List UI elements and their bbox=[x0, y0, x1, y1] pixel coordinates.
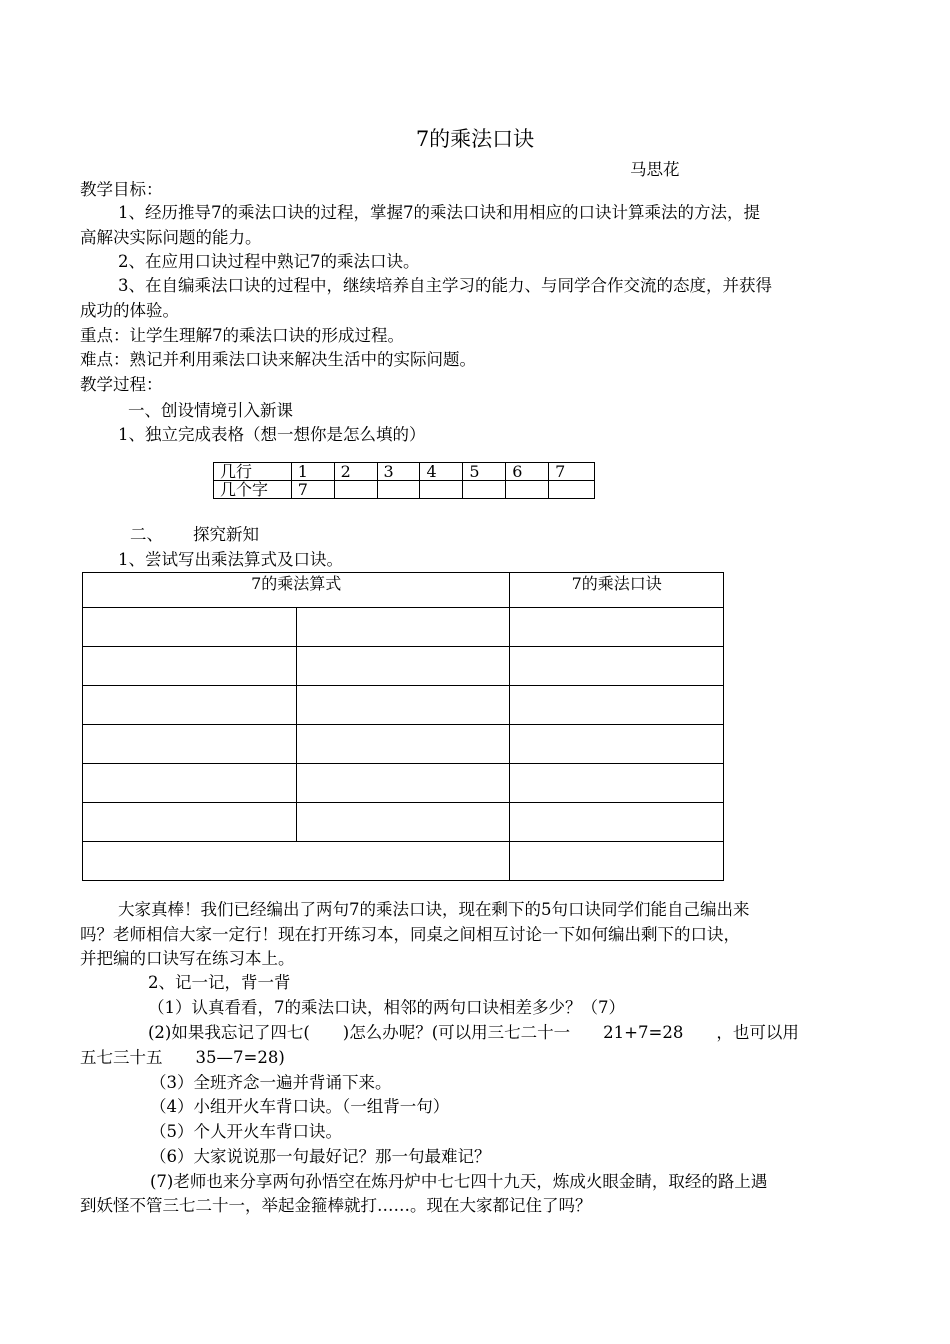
table-row bbox=[83, 842, 724, 881]
section-number: 二、 bbox=[130, 525, 163, 544]
text-line: （4）小组开火车背口诀。（一组背一句） bbox=[150, 1097, 450, 1116]
table-cell bbox=[510, 764, 724, 803]
table-cell bbox=[83, 686, 297, 725]
text-line: 吗？老师相信大家一定行！现在打开练习本，同桌之间相互讨论一下如何编出剩下的口诀， bbox=[80, 925, 740, 944]
author-name: 马思花 bbox=[630, 160, 680, 179]
text-line: 2、在应用口诀过程中熟记7的乘法口诀。 bbox=[118, 252, 420, 271]
table-cell bbox=[83, 725, 297, 764]
table-cell: 7 bbox=[549, 463, 595, 481]
table-row bbox=[83, 686, 724, 725]
table-cell: 5 bbox=[463, 463, 506, 481]
table-cell: 4 bbox=[420, 463, 463, 481]
table-cell bbox=[296, 803, 510, 842]
table-cell: 1 bbox=[291, 463, 334, 481]
table-cell bbox=[83, 803, 297, 842]
text-line: 五七三十五 35—7=28) bbox=[80, 1048, 285, 1067]
table-header-row bbox=[83, 573, 724, 608]
text-line: 到妖怪不管三七二十一，举起金箍棒就打……。现在大家都记住了吗？ bbox=[80, 1196, 592, 1215]
table-cell bbox=[420, 481, 463, 499]
section-heading: 一、创设情境引入新课 bbox=[128, 401, 293, 420]
table-cell bbox=[510, 803, 724, 842]
table-cell: 2 bbox=[334, 463, 377, 481]
header-formula: 7的乘法算式 bbox=[83, 573, 510, 608]
table-cell: 6 bbox=[506, 463, 549, 481]
text-line: 3、在自编乘法口诀的过程中，继续培养自主学习的能力、与同学合作交流的态度，并获得 bbox=[118, 276, 772, 295]
text-line: 大家真棒！我们已经编出了两句7的乘法口诀，现在剩下的5句口诀同学们能自己编出来 bbox=[118, 900, 750, 919]
table-row bbox=[214, 463, 595, 481]
table-cell: 3 bbox=[377, 463, 420, 481]
text-line: 并把编的口诀写在练习本上。 bbox=[80, 949, 295, 968]
table-row bbox=[214, 481, 595, 499]
table-cell bbox=[510, 647, 724, 686]
table-cell bbox=[296, 725, 510, 764]
text-line: (2)如果我忘记了四七( )怎么办呢？(可以用三七二十一 21+7=28 ，也可以用 bbox=[148, 1023, 799, 1042]
table-cell: 7 bbox=[291, 481, 334, 499]
text-line: 教学过程： bbox=[80, 375, 163, 394]
table-cell bbox=[549, 481, 595, 499]
page-title: 7的乘法口诀 bbox=[415, 127, 535, 151]
header-rhyme: 7的乘法口诀 bbox=[510, 573, 724, 608]
text-line: 教学目标： bbox=[80, 180, 163, 199]
text-line: 高解决实际问题的能力。 bbox=[80, 228, 262, 247]
table-cell bbox=[463, 481, 506, 499]
multiplication-table bbox=[82, 572, 724, 881]
table-cell bbox=[83, 764, 297, 803]
table-cell bbox=[377, 481, 420, 499]
table-row bbox=[83, 803, 724, 842]
table-row bbox=[83, 764, 724, 803]
table-cell bbox=[83, 647, 297, 686]
text-line: 重点：让学生理解7的乘法口诀的形成过程。 bbox=[80, 326, 404, 345]
text-line: （1）认真看看，7的乘法口诀，相邻的两句口诀相差多少？（7） bbox=[148, 998, 625, 1017]
text-line: （5）个人开火车背口诀。 bbox=[150, 1122, 342, 1141]
table-cell bbox=[510, 686, 724, 725]
table-row bbox=[83, 608, 724, 647]
text-line: （6）大家说说那一句最好记？那一句最难记？ bbox=[150, 1147, 491, 1166]
table-cell bbox=[510, 842, 724, 881]
table-row bbox=[83, 647, 724, 686]
table-cell bbox=[510, 608, 724, 647]
table-cell bbox=[296, 764, 510, 803]
text-line: （3）全班齐念一遍并背诵下来。 bbox=[150, 1073, 392, 1092]
table-cell bbox=[296, 608, 510, 647]
text-line: 难点：熟记并利用乘法口诀来解决生活中的实际问题。 bbox=[80, 350, 476, 369]
table-cell bbox=[506, 481, 549, 499]
rows-table bbox=[213, 462, 595, 499]
table-cell bbox=[334, 481, 377, 499]
text-line: (7)老师也来分享两句孙悟空在炼丹炉中七七四十九天，炼成火眼金睛，取经的路上遇 bbox=[150, 1172, 768, 1191]
text-line: 1、独立完成表格（想一想你是怎么填的） bbox=[118, 425, 426, 444]
section-heading: 探究新知 bbox=[193, 525, 259, 544]
table-cell bbox=[83, 842, 510, 881]
table-row bbox=[83, 725, 724, 764]
text-line: 1、经历推导7的乘法口诀的过程，掌握7的乘法口诀和用相应的口诀计算乘法的方法，提 bbox=[118, 203, 760, 222]
table-cell bbox=[296, 647, 510, 686]
text-line: 成功的体验。 bbox=[80, 301, 179, 320]
table-cell: 几行 bbox=[214, 463, 292, 481]
text-line: 2、记一记，背一背 bbox=[148, 973, 291, 992]
text-line: 1、尝试写出乘法算式及口诀。 bbox=[118, 550, 343, 569]
table-cell bbox=[296, 686, 510, 725]
table-cell: 几个字 bbox=[214, 481, 292, 499]
table-cell bbox=[510, 725, 724, 764]
table-cell bbox=[83, 608, 297, 647]
